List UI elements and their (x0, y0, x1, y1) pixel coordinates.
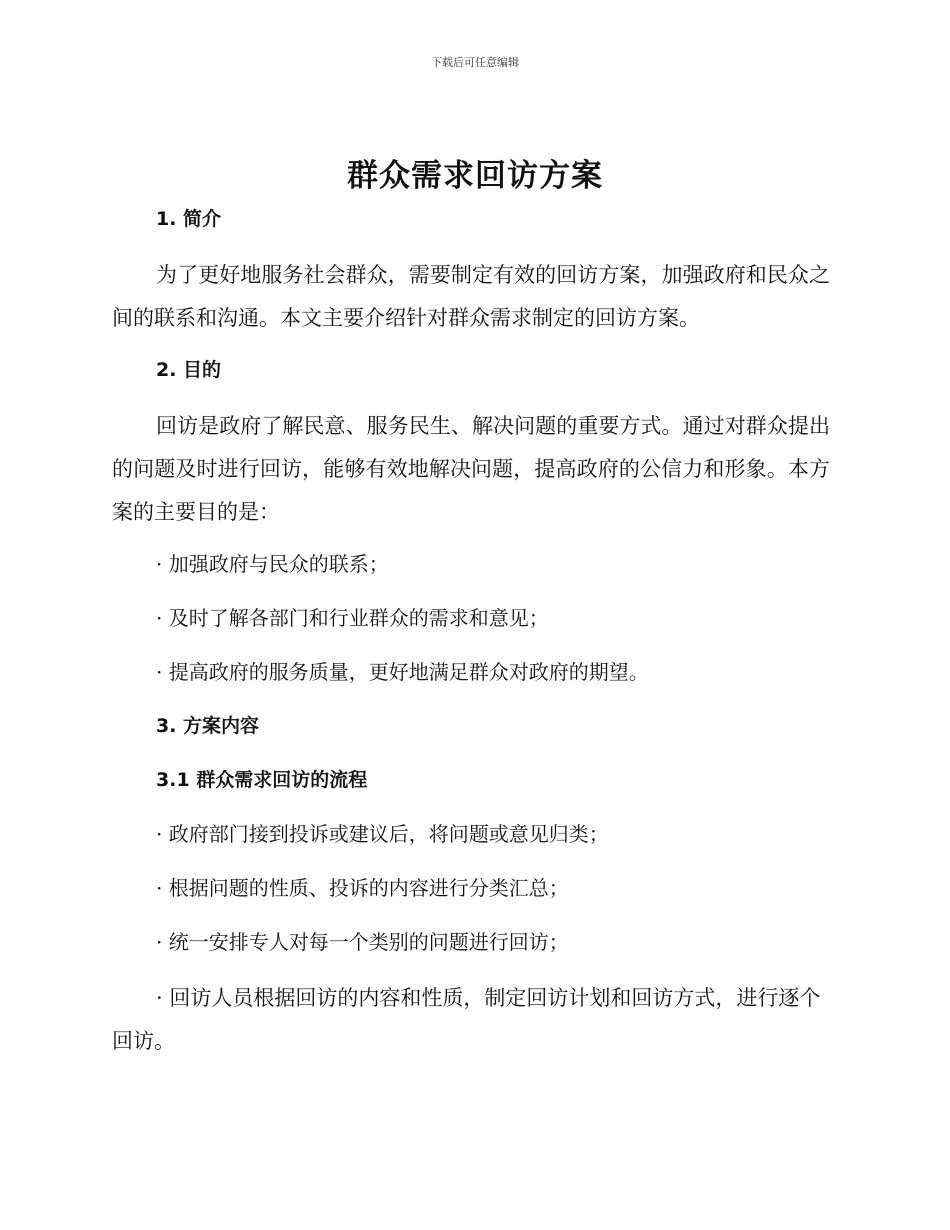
list-item: · 加强政府与民众的联系； (156, 552, 389, 576)
list-item: · 政府部门接到投诉或建议后，将问题或意见归类； (156, 822, 609, 846)
section-heading-purpose: 2. 目的 (156, 359, 222, 381)
list-item: · 根据问题的性质、投诉的内容进行分类汇总； (156, 876, 569, 900)
paragraph-intro: 为了更好地服务社会群众，需要制定有效的回访方案，加强政府和民众之间的联系和沟通。本文主要介绍针对群众需求制定的回访方案。 (112, 263, 830, 330)
list-item: · 统一安排专人对每一个类别的问题进行回访； (156, 930, 569, 954)
subsection-heading-process: 3.1 群众需求回访的流程 (156, 769, 368, 791)
document-body (112, 200, 830, 1063)
header-note: 下载后可任意编辑 (431, 56, 519, 69)
paragraph-purpose: 回访是政府了解民意、服务民生、解决问题的重要方式。通过对群众提出的问题及时进行回访，能够有效地解决问题，提高政府的公信力和形象。本方案的主要目的是： (112, 414, 830, 524)
section-heading-content: 3. 方案内容 (156, 715, 260, 737)
list-item: · 及时了解各部门和行业群众的需求和意见； (156, 606, 549, 630)
section-heading-intro: 1. 简介 (156, 208, 222, 230)
list-item: · 回访人员根据回访的内容和性质，制定回访计划和回访方式，进行逐个回访。 (112, 986, 821, 1053)
list-item: · 提高政府的服务质量，更好地满足群众对政府的期望。 (156, 660, 649, 684)
document-title: 群众需求回访方案 (347, 158, 603, 194)
